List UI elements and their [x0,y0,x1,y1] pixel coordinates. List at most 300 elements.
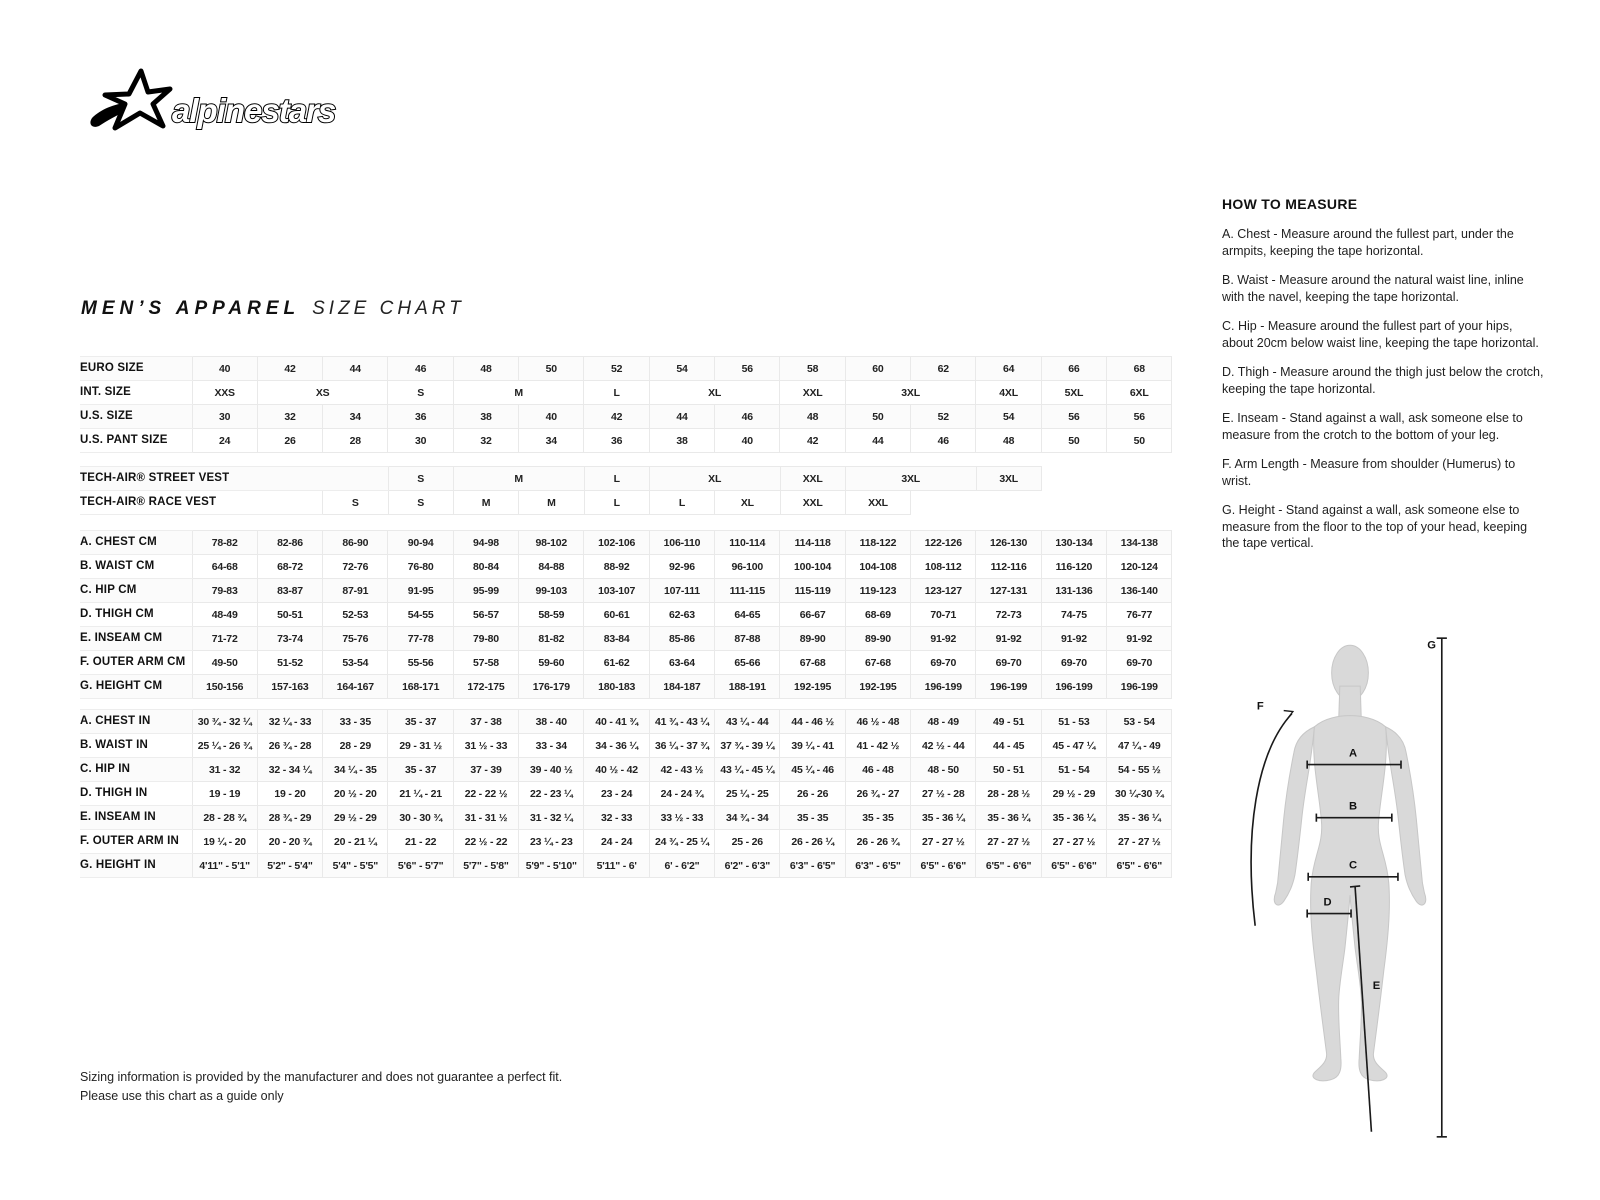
size-cell: 35 - 36 ¼ [1041,806,1106,830]
size-cell: 26 ¾ - 27 [845,782,910,806]
disclaimer [80,1068,562,1107]
size-cell: 36 [388,405,453,429]
row-label: EURO SIZE [80,357,192,381]
row-label: B. WAIST IN [80,734,192,758]
size-cell: 81-82 [519,627,584,651]
measure-instruction: B. Waist - Measure around the natural waist line, inline with the navel, keeping the tape horizontal. [1222,273,1524,304]
size-cell: 77-78 [388,627,453,651]
size-cell: 34 - 36 ¼ [584,734,649,758]
empty-cell [911,491,1172,515]
size-cell: 91-92 [1041,627,1106,651]
size-cell: 42 [584,405,649,429]
size-cell: 91-92 [976,627,1041,651]
size-cell: 27 - 27 ½ [976,830,1041,854]
size-cell: 92-96 [649,555,714,579]
row-label: G. HEIGHT IN [80,854,192,878]
size-cell: 27 - 27 ½ [1041,830,1106,854]
row-label: C. HIP IN [80,758,192,782]
size-cell: 56 [1041,405,1106,429]
row-label: F. OUTER ARM IN [80,830,192,854]
size-cell: 3XL [976,467,1041,491]
size-cell: 115-119 [780,579,845,603]
size-table-techair-vests [80,466,1172,515]
size-cell: 34 ¼ - 35 [323,758,388,782]
size-cell: 38 [649,429,714,453]
row-label: U.S. PANT SIZE [80,429,192,453]
size-cell: 50 [1107,429,1172,453]
size-cell: XXL [780,491,845,515]
size-cell: XL [715,491,780,515]
size-cell: 26 - 26 ¾ [845,830,910,854]
size-cell: 53 - 54 [1107,710,1172,734]
size-cell: 87-88 [715,627,780,651]
size-cell: 32 - 34 ¼ [257,758,322,782]
size-cell: 44 - 45 [976,734,1041,758]
label-waist: B [1349,800,1358,813]
size-cell: 6'3" - 6'5" [845,854,910,878]
size-cell: 6'2" - 6'3" [715,854,780,878]
size-cell: 24 - 24 ¾ [649,782,714,806]
label-height: G [1427,639,1436,652]
size-cell: 112-116 [976,555,1041,579]
page-title-main: MEN’S APPAREL [81,298,301,319]
size-cell: 41 ¾ - 43 ¼ [649,710,714,734]
size-cell: 32 [453,429,518,453]
size-cell: 172-175 [453,675,518,699]
size-cell: 74-75 [1041,603,1106,627]
size-cell: 34 ¾ - 34 [715,806,780,830]
row-label: U.S. SIZE [80,405,192,429]
label-arm-length: F [1256,700,1264,713]
table-row [80,651,1172,675]
size-cell: XL [649,467,780,491]
size-cell: 4XL [976,381,1041,405]
size-cell: 68-69 [845,603,910,627]
size-cell: 122-126 [911,531,976,555]
table-row [80,782,1172,806]
size-cell: 66 [1041,357,1106,381]
size-cell: 31 - 32 [192,758,257,782]
size-cell: 27 ½ - 28 [911,782,976,806]
size-cell: 90-94 [388,531,453,555]
size-cell: 48 - 50 [911,758,976,782]
size-cell: 136-140 [1107,579,1172,603]
measure-instruction: A. Chest - Measure around the fullest part, under the armpits, keeping the tape horizontal. [1222,227,1514,258]
size-cell: 71-72 [192,627,257,651]
label-inseam: E [1372,979,1381,992]
size-cell: 196-199 [1041,675,1106,699]
size-cell: 67-68 [780,651,845,675]
size-cell: 106-110 [649,531,714,555]
size-cell: 62-63 [649,603,714,627]
size-cell: 32 ¼ - 33 [257,710,322,734]
size-cell: 53-54 [323,651,388,675]
size-cell: 54 [649,357,714,381]
label-chest: A [1349,747,1358,760]
table-row [80,758,1172,782]
size-cell: 37 ¾ - 39 ¼ [715,734,780,758]
size-cell: 38 [453,405,518,429]
size-cell: 49-50 [192,651,257,675]
size-cell: 40 [519,405,584,429]
size-cell: 120-124 [1107,555,1172,579]
size-cell: L [649,491,714,515]
size-cell: 6'5" - 6'6" [1107,854,1172,878]
size-cell: 188-191 [715,675,780,699]
size-cell: 36 ¼ - 37 ¾ [649,734,714,758]
size-cell: XXL [780,467,845,491]
size-cell: 5'2" - 5'4" [257,854,322,878]
size-table-in [80,709,1172,878]
size-cell: 33 - 34 [519,734,584,758]
size-cell: 20 - 20 ¾ [257,830,322,854]
measure-instruction: C. Hip - Measure around the fullest part of your hips, about 20cm below waist line, keeping the tape horizontal. [1222,319,1539,350]
size-cell: 44 - 46 ½ [780,710,845,734]
size-cell: 58 [780,357,845,381]
size-cell: 45 - 47 ¼ [1041,734,1106,758]
size-cell: 52 [911,405,976,429]
size-cell: 69-70 [976,651,1041,675]
table-row [80,381,1172,405]
size-cell: 196-199 [911,675,976,699]
size-cell: 30 [192,405,257,429]
size-cell: S [388,381,453,405]
size-cell: 5'4" - 5'5" [323,854,388,878]
table-row [80,357,1172,381]
size-cell: 98-102 [519,531,584,555]
size-cell: 6'5" - 6'6" [911,854,976,878]
size-cell: 5'6" - 5'7" [388,854,453,878]
size-cell: 69-70 [911,651,976,675]
disclaimer-line1: Sizing information is provided by the manufacturer and does not guarantee a perfect fit. [80,1070,563,1084]
size-cell: 80-84 [453,555,518,579]
size-cell: 19 - 20 [257,782,322,806]
size-cell: 65-66 [715,651,780,675]
size-cell: 127-131 [976,579,1041,603]
size-cell: 114-118 [780,531,845,555]
size-cell: 5'7" - 5'8" [453,854,518,878]
size-cell: 30 ¾ - 32 ¼ [192,710,257,734]
row-label: D. THIGH CM [80,603,192,627]
size-cell: 49 - 51 [976,710,1041,734]
size-cell: 91-92 [1107,627,1172,651]
size-cell: 116-120 [1041,555,1106,579]
size-cell: 40 - 41 ¾ [584,710,649,734]
size-cell: 48-49 [192,603,257,627]
size-cell: 64-68 [192,555,257,579]
logo-wordmark: alpinestars [172,92,336,129]
size-cell: 46 - 48 [845,758,910,782]
size-cell: XXL [845,491,910,515]
size-cell: 27 - 27 ½ [1107,830,1172,854]
size-cell: XL [649,381,780,405]
size-cell: 56 [1107,405,1172,429]
table-row [80,467,1172,491]
size-cell: 42 - 43 ½ [649,758,714,782]
size-cell: 50 - 51 [976,758,1041,782]
size-cell: 47 ¼ - 49 [1107,734,1172,758]
size-cell: 94-98 [453,531,518,555]
size-cell: 164-167 [323,675,388,699]
size-cell: 180-183 [584,675,649,699]
size-cell: 60 [845,357,910,381]
measure-instruction: D. Thigh - Measure around the thigh just below the crotch, keeping the tape horizontal. [1222,365,1544,396]
size-cell: 61-62 [584,651,649,675]
size-cell: 89-90 [845,627,910,651]
size-cell: 29 ½ - 29 [1041,782,1106,806]
empty-cell [1041,467,1172,491]
size-cell: 50 [519,357,584,381]
size-cell: 6' - 6'2" [649,854,714,878]
size-cell: 54 [976,405,1041,429]
size-cell: 48 [976,429,1041,453]
size-cell: 126-130 [976,531,1041,555]
size-cell: 91-95 [388,579,453,603]
measure-instruction: F. Arm Length - Measure from shoulder (Humerus) to wrist. [1222,457,1516,488]
size-cell: S [388,491,453,515]
size-cell: 52-53 [323,603,388,627]
size-cell: 56 [715,357,780,381]
size-cell: 123-127 [911,579,976,603]
size-cell: 28 - 28 ¾ [192,806,257,830]
size-cell: 33 - 35 [323,710,388,734]
table-row [80,734,1172,758]
measure-instruction: G. Height - Stand against a wall, ask someone else to measure from the floor to the top of your head, keeping the tape vertical. [1222,503,1528,550]
size-cell: 26 [257,429,322,453]
alpinestars-logo-graphic [84,68,354,148]
size-cell: M [453,381,584,405]
size-cell: 64-65 [715,603,780,627]
table-row [80,710,1172,734]
size-cell: 35 - 37 [388,758,453,782]
size-cell: 69-70 [1041,651,1106,675]
size-cell: 76-77 [1107,603,1172,627]
row-label: B. WAIST CM [80,555,192,579]
size-cell: 42 [257,357,322,381]
size-cell: 37 - 38 [453,710,518,734]
size-cell: 5'11" - 6' [584,854,649,878]
size-cell: 39 ¼ - 41 [780,734,845,758]
size-cell: 72-73 [976,603,1041,627]
size-cell: 33 ½ - 33 [649,806,714,830]
size-cell: 91-92 [911,627,976,651]
size-cell: 108-112 [911,555,976,579]
size-cell: 34 [519,429,584,453]
size-cell: 45 ¼ - 46 [780,758,845,782]
size-cell: 46 [388,357,453,381]
size-cell: 73-74 [257,627,322,651]
size-cell: 26 ¾ - 28 [257,734,322,758]
table-row [80,854,1172,878]
size-cell: 22 ½ - 22 [453,830,518,854]
row-label: D. THIGH IN [80,782,192,806]
size-cell: 157-163 [257,675,322,699]
size-cell: 88-92 [584,555,649,579]
size-cell: 118-122 [845,531,910,555]
size-cell: 51 - 53 [1041,710,1106,734]
table-row [80,579,1172,603]
size-cell: 35 - 35 [845,806,910,830]
size-cell: 43 ¼ - 44 [715,710,780,734]
disclaimer-line2: Please use this chart as a guide only [80,1089,284,1104]
size-cell: 20 - 21 ¼ [323,830,388,854]
size-cell: 134-138 [1107,531,1172,555]
size-cell: 23 - 24 [584,782,649,806]
size-cell: 84-88 [519,555,584,579]
table-row [80,830,1172,854]
size-cell: 184-187 [649,675,714,699]
table-row [80,555,1172,579]
size-cell: 119-123 [845,579,910,603]
size-cell: 107-111 [649,579,714,603]
size-cell: 60-61 [584,603,649,627]
row-label: A. CHEST CM [80,531,192,555]
size-cell: 38 - 40 [519,710,584,734]
size-cell: 72-76 [323,555,388,579]
size-cell: 32 - 33 [584,806,649,830]
size-cell: 59-60 [519,651,584,675]
size-cell: 28 - 28 ½ [976,782,1041,806]
size-cell: 57-58 [453,651,518,675]
size-cell: 36 [584,429,649,453]
body-measurement-diagram [1236,630,1566,1145]
size-cell: 6XL [1107,381,1172,405]
size-cell: 34 [323,405,388,429]
body-diagram-graphic [1236,630,1566,1145]
size-cell: 6'3" - 6'5" [780,854,845,878]
size-cell: 27 - 27 ½ [911,830,976,854]
size-cell: 40 [715,429,780,453]
size-cell: 21 - 22 [388,830,453,854]
size-cell: 131-136 [1041,579,1106,603]
size-table-sizes [80,356,1172,453]
row-label: INT. SIZE [80,381,192,405]
size-cell: 42 ½ - 44 [911,734,976,758]
size-cell: 43 ¼ - 45 ¼ [715,758,780,782]
size-cell: L [584,491,649,515]
size-cell: 40 ½ - 42 [584,758,649,782]
size-cell: 6'5" - 6'6" [976,854,1041,878]
size-cell: 26 - 26 ¼ [780,830,845,854]
how-to-measure [1222,196,1546,565]
size-cell: 28 - 29 [323,734,388,758]
row-label: TECH-AIR® STREET VEST [80,467,388,491]
size-cell: 96-100 [715,555,780,579]
row-label: E. INSEAM CM [80,627,192,651]
size-cell: 22 - 22 ½ [453,782,518,806]
size-cell: 39 - 40 ½ [519,758,584,782]
row-label: F. OUTER ARM CM [80,651,192,675]
how-to-measure-heading: HOW TO MEASURE [1222,196,1358,212]
size-cell: 19 - 19 [192,782,257,806]
height-measure-line [1437,638,1447,1137]
alpinestars-logo [84,68,354,148]
size-cell: 25 - 26 [715,830,780,854]
table-row [80,806,1172,830]
size-cell: 85-86 [649,627,714,651]
size-cell: 35 - 36 ¼ [976,806,1041,830]
table-row [80,627,1172,651]
size-cell: 51-52 [257,651,322,675]
size-cell: 50 [845,405,910,429]
size-cell: 22 - 23 ¼ [519,782,584,806]
size-cell: 100-104 [780,555,845,579]
size-cell: 87-91 [323,579,388,603]
size-cell: 25 ¼ - 25 [715,782,780,806]
size-table-cm [80,530,1172,699]
size-cell: 83-87 [257,579,322,603]
size-cell: 70-71 [911,603,976,627]
size-cell: S [323,491,388,515]
size-cell: 89-90 [780,627,845,651]
size-cell: 23 ¼ - 23 [519,830,584,854]
size-cell: 102-106 [584,531,649,555]
size-cell: 78-82 [192,531,257,555]
size-cell: 68-72 [257,555,322,579]
row-label: C. HIP CM [80,579,192,603]
size-cell: 48 [453,357,518,381]
size-cell: 46 [715,405,780,429]
size-cell: 46 ½ - 48 [845,710,910,734]
size-cell: 62 [911,357,976,381]
measure-instructions-list [1222,226,1546,552]
page-title-sub: SIZE CHART [312,298,465,319]
size-cell: 176-179 [519,675,584,699]
size-cell: 5XL [1041,381,1106,405]
size-cell: 28 ¾ - 29 [257,806,322,830]
size-cell: 6'5" - 6'6" [1041,854,1106,878]
size-cell: 44 [649,405,714,429]
size-cell: 21 ¼ - 21 [388,782,453,806]
size-cell: 58-59 [519,603,584,627]
size-cell: 76-80 [388,555,453,579]
size-cell: 86-90 [323,531,388,555]
size-cell: 3XL [845,467,976,491]
size-cell: XXL [780,381,845,405]
size-cell: 31 - 31 ½ [453,806,518,830]
table-row [80,429,1172,453]
size-cell: 44 [323,357,388,381]
size-cell: 46 [911,429,976,453]
size-cell: 54-55 [388,603,453,627]
size-cell: M [453,467,584,491]
measure-instruction: E. Inseam - Stand against a wall, ask someone else to measure from the crotch to the bottom of your leg. [1222,411,1523,442]
row-label: A. CHEST IN [80,710,192,734]
size-cell: 69-70 [1107,651,1172,675]
size-cell: 99-103 [519,579,584,603]
size-cell: 82-86 [257,531,322,555]
size-cell: 104-108 [845,555,910,579]
size-cell: 29 ½ - 29 [323,806,388,830]
size-cell: 35 - 35 [780,806,845,830]
size-cell: 40 [192,357,257,381]
table-row [80,405,1172,429]
size-cell: 31 - 32 ¼ [519,806,584,830]
row-label: G. HEIGHT CM [80,675,192,699]
logo-star-icon [105,71,170,128]
size-cell: 66-67 [780,603,845,627]
size-cell: 26 - 26 [780,782,845,806]
size-cell: 50 [1041,429,1106,453]
size-cell: 48 - 49 [911,710,976,734]
size-cell: 24 - 24 [584,830,649,854]
size-cell: 50-51 [257,603,322,627]
size-cell: 196-199 [1107,675,1172,699]
size-cell: 25 ¼ - 26 ¾ [192,734,257,758]
size-cell: 28 [323,429,388,453]
size-cell: 67-68 [845,651,910,675]
row-label: TECH-AIR® RACE VEST [80,491,323,515]
